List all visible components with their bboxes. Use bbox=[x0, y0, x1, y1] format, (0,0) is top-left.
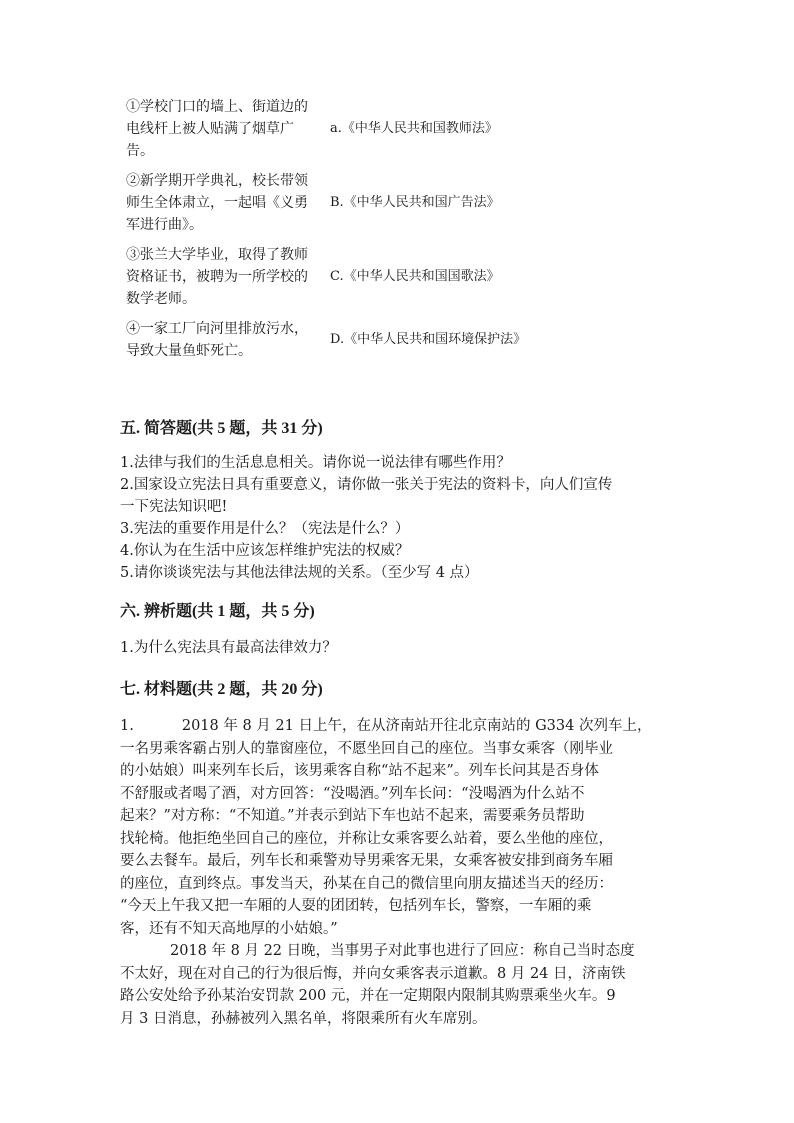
paragraph-line: 要么去餐车。最后，列车长和乘警劝导男乘客无果，女乘客被安排到商务车厢 bbox=[120, 853, 613, 869]
scenario-line: 导致大量鱼虾死亡。 bbox=[126, 343, 252, 359]
scenario-line: ①学校门口的墙上、街道边的 bbox=[126, 99, 308, 115]
section-title-material: 七. 材料题(共 2 题，共 20 分) bbox=[120, 681, 323, 698]
scenario-cell bbox=[126, 96, 330, 162]
scenario-line: ④一家工厂向河里排放污水， bbox=[126, 321, 308, 337]
question-line: 2.国家设立宪法日具有重要意义，请你做一张关于宪法的资料卡，向人们宣传 bbox=[120, 477, 613, 493]
scenario-line: 数学老师。 bbox=[126, 291, 196, 307]
paragraph-line: 2018 年 8 月 22 日晚，当事男子对此事也进行了回应：称自己当时态度 bbox=[170, 943, 635, 959]
matching-row bbox=[126, 318, 566, 362]
scenario-cell bbox=[126, 244, 330, 310]
question-line: 3.宪法的重要作用是什么？（宪法是什么？） bbox=[120, 521, 410, 537]
paragraph-line: 不舒服或者喝了酒，对方回答：“没喝酒。”列车长问：“没喝酒为什么站不 bbox=[120, 785, 585, 802]
law-option: D.《中华人民共和国环境保护法》 bbox=[330, 332, 527, 347]
question-line: 4.你认为在生活中应该怎样维护宪法的权威？ bbox=[120, 543, 410, 559]
paragraph-line: 起来？”对方称：“不知道。”并表示到站下车也站不起来，需要乘务员帮助 bbox=[120, 808, 585, 824]
scenario-line: 告。 bbox=[126, 143, 154, 159]
question-number: 1. bbox=[120, 718, 134, 734]
scenario-cell bbox=[126, 170, 330, 236]
law-option: C.《中华人民共和国国歌法》 bbox=[330, 269, 500, 284]
material-paragraph-2 bbox=[120, 940, 675, 1030]
paragraph-line: 的座位，直到终点。事发当天，孙某在自己的微信里向朋友描述当天的经历： bbox=[120, 875, 613, 892]
scenario-line: 资格证书，被聘为一所学校的 bbox=[126, 269, 308, 285]
paragraph-line: 的小姑娘）叫来列车长后，该男乘客自称“站不起来”。列车长问其是否身体 bbox=[120, 763, 599, 779]
matching-row bbox=[126, 244, 566, 310]
scenario-line: 师生全体肃立，一起唱《义勇 bbox=[126, 195, 308, 211]
matching-row bbox=[126, 170, 566, 236]
matching-row bbox=[126, 96, 566, 162]
law-option: B.《中华人民共和国广告法》 bbox=[330, 195, 500, 210]
material-paragraph-1 bbox=[120, 715, 675, 940]
question-line: 一下宪法知识吧! bbox=[120, 499, 228, 515]
paragraph-line: 找轮椅。他拒绝坐回自己的座位，并称让女乘客要么站着，要么坐他的座位， bbox=[120, 830, 613, 847]
scenario-line: ③张兰大学毕业，取得了教师 bbox=[126, 247, 308, 263]
scenario-cell bbox=[126, 318, 330, 362]
question-line: 5.请你谈谈宪法与其他法律法规的关系。（至少写 4 点） bbox=[120, 565, 479, 581]
paragraph-line: 客，还有不知天高地厚的小姑娘。” bbox=[120, 920, 338, 937]
paragraph-line: 路公安处给予孙某治安罚款 200 元，并在一定期限内限制其购票乘坐火车。9 bbox=[120, 988, 616, 1004]
scenario-line: 军进行曲》。 bbox=[126, 217, 203, 233]
matching-table bbox=[126, 96, 566, 362]
section-title-analysis: 六. 辨析题(共 1 题，共 5 分) bbox=[120, 603, 315, 620]
question-line: 1.法律与我们的生活息息相关。请你说一说法律有哪些作用？ bbox=[120, 455, 511, 471]
paragraph-line: “今天上午我又把一车厢的人耍的团团转，包括列车长，警察，一车厢的乘 bbox=[120, 898, 592, 914]
law-option: a.《中华人民共和国教师法》 bbox=[330, 121, 498, 136]
paragraph-line: 1. 2018 年 8 月 21 日上午，在从济南站开往北京南站的 G334 次列车上， bbox=[120, 718, 652, 734]
scenario-line: ②新学期开学典礼，校长带领 bbox=[126, 173, 308, 189]
paragraph-line: 月 3 日消息，孙赫被列入黑名单，将限乘所有火车席别。 bbox=[120, 1010, 487, 1027]
paragraph-line: 不太好，现在对自己的行为很后悔，并向女乘客表示道歉。8 月 24 日，济南铁 bbox=[120, 965, 626, 982]
paragraph-line: 一名男乘客霸占别人的靠窗座位，不愿坐回自己的座位。当事女乘客（刚毕业 bbox=[120, 740, 613, 757]
question-line: 1.为什么宪法具有最高法律效力？ bbox=[120, 640, 337, 656]
scenario-line: 电线杆上被人贴满了烟草广 bbox=[126, 121, 294, 137]
section-title-short-answer: 五. 简答题(共 5 题，共 31 分) bbox=[120, 420, 323, 437]
